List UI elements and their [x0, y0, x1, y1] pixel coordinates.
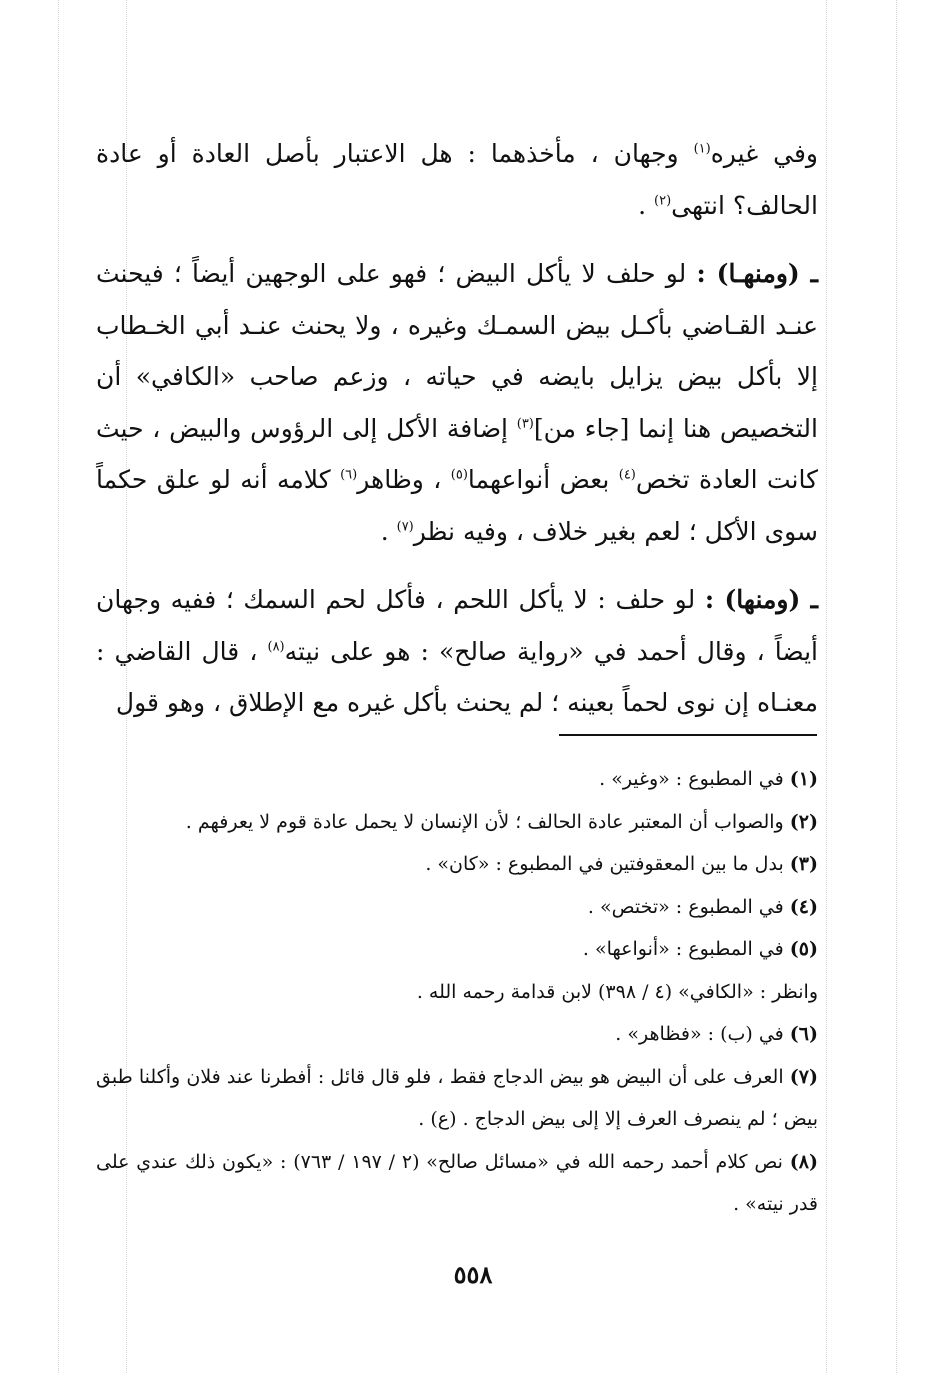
- footnote-ref: (٨): [267, 639, 285, 655]
- footnote-number: (٧): [789, 1065, 818, 1088]
- paragraph-2: [96, 248, 818, 557]
- footnote-text: والصواب أن المعتبر عادة الحالف ؛ لأن الإنسان لا يحمل عادة قوم لا يعرفهم .: [185, 810, 790, 833]
- footnote-text: في المطبوع : «وغير» .: [599, 768, 790, 790]
- footnote: [96, 1056, 818, 1141]
- footnote-text: في المطبوع : «أنواعها» .: [582, 938, 790, 960]
- footnote-number: (٦): [789, 1023, 818, 1045]
- scan-guide-line: [58, 0, 59, 1373]
- paragraph-1: [96, 128, 818, 231]
- text-run: .: [380, 516, 397, 546]
- text-run: إضافة الأكل إلى الرؤوس والبيض ، حيث كانت العادة تخص: [96, 413, 818, 494]
- text-run: .: [638, 190, 655, 220]
- footnote-number: (١): [789, 768, 818, 790]
- footnote-number: (٢): [789, 810, 818, 833]
- paragraph-lead: ـ (ومنهـا) :: [696, 259, 818, 288]
- footnote-ref: (٧): [396, 519, 414, 535]
- footnote-ref: (٥): [450, 467, 468, 483]
- footnote: [96, 1013, 818, 1056]
- paragraph-3: [96, 574, 818, 729]
- footnotes: [96, 758, 818, 1226]
- footnote-continuation: [96, 971, 818, 1014]
- footnote: [96, 843, 818, 886]
- footnote-number: (٣): [789, 853, 818, 875]
- scan-guide-line: [826, 0, 827, 1373]
- footnote-separator: [559, 734, 817, 736]
- footnote: [96, 1141, 818, 1226]
- footnote: [96, 801, 818, 844]
- text-run: وجهان ، مأخذهما : هل الاعتبار بأصل العادة أو عادة الحالف؟ انتهى: [96, 139, 818, 220]
- footnote: [96, 928, 818, 971]
- text-run: لو حلف : لا يأكل اللحم ، فأكل لحم السمك ؛ ففيه وجهان أيضاً ، وقال أحمد في «رواية صالح» : هو على نيته: [96, 585, 819, 666]
- text-run: كلامه أنه لو علق حكماً سوى الأكل ؛ لعم بغير خلاف ، وفيه نظر: [96, 465, 818, 546]
- footnote-text: نص كلام أحمد رحمه الله في «مسائل صالح» (٢ / ١٩٧ / ٧٦٣) : «يكون ذلك عندي على قدر نيته» .: [96, 1150, 818, 1215]
- page-number: ٥٥٨: [453, 1260, 493, 1289]
- text-run: بعض أنواعهما: [467, 465, 619, 494]
- footnote-ref: (٢): [654, 193, 672, 209]
- footnote-number: (٨): [789, 1150, 818, 1173]
- footnote-text: وانظر : «الكافي» (٤ / ٣٩٨) لابن قدامة رحمه الله .: [416, 980, 818, 1003]
- footnote-number: (٤): [789, 895, 818, 918]
- footnote-number: (٥): [789, 938, 818, 960]
- footnote-ref: (٤): [618, 467, 636, 483]
- footnote: [96, 886, 818, 929]
- text-run: ، وظاهر: [357, 465, 451, 494]
- scan-guide-line: [896, 0, 897, 1373]
- footnote-text: في المطبوع : «تختص» .: [587, 895, 790, 918]
- footnote-ref: (٦): [340, 467, 358, 483]
- footnote-text: العرف على أن البيض هو بيض الدجاج فقط ، فلو قال قائل : أفطرنا عند فلان وأكلنا طبق بيض ؛ لم ينصرف العرف إلا إلى بيض الدجاج . (ع) .: [96, 1065, 818, 1130]
- text-run: وفي غيره: [710, 139, 818, 168]
- text-run: لو حلف لا يأكل البيض ؛ فهو على الوجهين أيضاً ؛ فيحنث عنـد القـاضي بأكـل بيض السمـك وغيره ، ولا يحنث عنـد أبي الخـطاب إلا بأكل بيض يزايل بايضه في حياته ، وزعم صاحب «الكافي» أن التخصيص هنا إنما [جاء من]: [96, 259, 818, 443]
- footnote-ref: (٣): [516, 416, 534, 432]
- footnote-text: في (ب) : «فظاهر» .: [615, 1023, 790, 1045]
- text-run: ، قال القاضي : معنـاه إن نوى لحماً بعينه ؛ لم يحنث بأكل غيره مع الإطلاق ، وهو قول: [96, 636, 818, 717]
- paragraph-lead: ـ (ومنها) :: [704, 585, 818, 614]
- footnote-text: بدل ما بين المعقوفتين في المطبوع : «كان» .: [425, 853, 790, 875]
- footnote: [96, 758, 818, 801]
- footnote-ref: (١): [693, 141, 711, 157]
- main-text: [96, 128, 818, 729]
